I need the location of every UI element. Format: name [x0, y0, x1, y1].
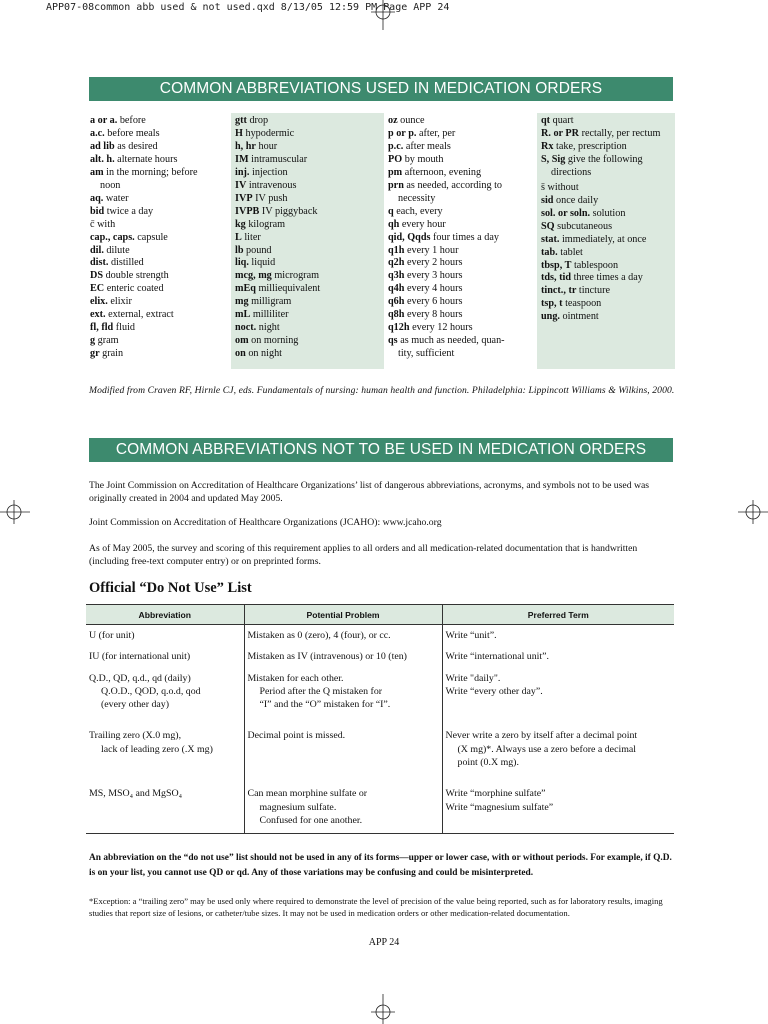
abbreviation-meaning: rectally, per rectum: [579, 127, 661, 139]
abbreviation-entry: [541, 247, 672, 260]
abbreviation-meaning: ointment: [559, 311, 599, 323]
abbreviation-meaning: drop: [246, 115, 269, 126]
cell-line: Decimal point is missed.: [247, 730, 346, 742]
abbreviation-term: mEq: [235, 283, 256, 295]
abbreviation-meaning: tincture: [576, 285, 611, 297]
survey-paragraph: As of May 2005, the survey and scoring of this requirement applies to all orders and all medication-related documentation that is handwritten (including free-text computer entry) or on preprinted forms.: [89, 543, 638, 567]
abbreviation-term: a.c.: [90, 127, 105, 139]
abbreviation-meaning: night: [256, 322, 280, 334]
abbreviation-term: q12h: [388, 322, 410, 334]
abbreviation-term: q6h: [388, 296, 405, 308]
cell-line: (X mg)*. Always use a zero before a decimal: [457, 743, 637, 755]
abbreviation-meaning: every 4 hours: [404, 283, 463, 295]
cell-abbr: [86, 725, 244, 783]
cell-line: Mistaken as 0 (zero), 4 (four), or cc.: [247, 630, 391, 641]
abbreviation-meaning: in the morning; before: [103, 166, 198, 178]
abbreviation-term: elix.: [90, 296, 108, 308]
abbreviation-entry: [541, 298, 672, 311]
abbreviation-term: mL: [235, 309, 251, 321]
abbreviation-term: gtt: [235, 115, 247, 126]
abbreviation-term: tab.: [541, 246, 558, 258]
abbreviation-entry: [388, 180, 528, 206]
do-not-use-warning: An abbreviation on the “do not use” list should not be used in any of its forms—upper or lower case, with or without periods. For example, if Q.D. is on your list, you cannot use QD or qd. Any of those variations may be confusing and could be misinterpreted.: [89, 853, 672, 878]
abbreviation-meaning: hour: [255, 140, 278, 152]
cell-problem: [244, 668, 442, 726]
abbreviation-term: pm: [388, 166, 403, 178]
cell-line: Confused for one another.: [259, 814, 363, 826]
abbreviation-entry: [541, 234, 672, 247]
abbreviation-meaning: as needed, according to: [403, 179, 503, 191]
abbreviation-meaning: liter: [241, 231, 261, 243]
cell-term: [442, 668, 674, 726]
abbreviation-entry: [90, 219, 228, 232]
abbreviation-term: Rx: [541, 140, 554, 152]
abbreviation-meaning: pound: [243, 244, 272, 256]
abbreviation-term: cap., caps.: [90, 231, 135, 243]
abbreviation-meaning: IV push: [252, 192, 288, 204]
abbreviation-meaning-continued: directions: [551, 166, 592, 178]
abbreviation-term: L: [235, 231, 242, 243]
abbreviation-entry: [541, 285, 672, 298]
abbrev-column-3: [384, 113, 531, 369]
abbreviation-meaning: milligram: [248, 296, 292, 308]
abbreviation-entry: [235, 257, 381, 270]
cell-line: Mistaken as IV (intravenous) or 10 (ten): [247, 651, 407, 663]
abbreviation-term: mg: [235, 296, 249, 308]
abbreviation-meaning: give the following: [565, 153, 643, 165]
table-row: [86, 783, 674, 833]
abbreviation-entry: [90, 154, 228, 167]
abbreviation-term: qh: [388, 218, 400, 230]
abbreviation-term: ung.: [541, 311, 560, 323]
abbreviation-term: c̄: [90, 218, 95, 230]
abbreviation-entry: [90, 193, 228, 206]
abbreviation-meaning: IV piggyback: [259, 205, 318, 217]
abbreviation-meaning: quart: [550, 115, 574, 126]
abbreviation-entry: [388, 309, 528, 322]
cell-line: Can mean morphine sulfate or: [247, 788, 368, 800]
abbreviation-entry: [388, 245, 528, 258]
abbreviation-meaning: tablet: [557, 246, 583, 258]
abbreviation-entry: [388, 128, 528, 141]
abbreviation-term: q8h: [388, 309, 405, 321]
abbreviation-meaning: tablespoon: [571, 259, 619, 271]
abbreviation-term: inj.: [235, 166, 250, 178]
cell-line: lack of leading zero (.X mg): [101, 743, 213, 755]
cell-line: Write “magnesium sulfate”: [445, 801, 554, 813]
abbreviation-meaning: intramuscular: [248, 153, 308, 165]
abbreviation-term: S, Sig: [541, 153, 566, 165]
abbreviation-entry: [388, 335, 528, 361]
abbreviation-term: dil.: [90, 244, 104, 256]
abbreviation-entry: [388, 141, 528, 154]
abbreviation-meaning: microgram: [271, 270, 320, 282]
abbreviation-term: liq.: [235, 257, 249, 269]
abbreviation-term: sol. or soln.: [541, 207, 591, 219]
cell-term: [442, 646, 674, 667]
abbreviation-entry: [235, 270, 381, 283]
cell-line: Never write a zero by itself after a decimal point: [445, 730, 638, 742]
abbreviation-entry: [235, 128, 381, 141]
abbreviation-term: H: [235, 127, 243, 139]
abbreviation-term: dist.: [90, 257, 109, 269]
abbreviation-meaning: every hour: [399, 218, 446, 230]
abbreviation-entry: [541, 195, 672, 208]
abbreviation-term: bid: [90, 205, 105, 217]
abbreviation-entry: [541, 208, 672, 221]
abbreviation-term: gr: [90, 348, 100, 360]
cell-line: Mistaken for each other.: [247, 672, 344, 684]
abbreviation-entry: [388, 232, 528, 245]
abbreviation-term: am: [90, 166, 104, 178]
abbreviation-meaning: alternate hours: [114, 153, 178, 165]
cell-problem: [244, 725, 442, 783]
abbreviation-meaning: ounce: [397, 115, 425, 126]
abbreviation-meaning: solution: [590, 207, 626, 219]
abbreviation-meaning: intravenous: [246, 179, 297, 191]
abbreviation-meaning: by mouth: [402, 153, 444, 165]
abbreviation-term: q2h: [388, 257, 405, 269]
abbreviation-term: aq.: [90, 192, 104, 204]
abbreviation-entry: [388, 257, 528, 270]
abbreviation-entry: [90, 322, 228, 335]
abbreviation-meaning: every 2 hours: [404, 257, 463, 269]
abbreviation-meaning: on morning: [248, 335, 299, 347]
abbreviation-entry: [235, 206, 381, 219]
table-row: [86, 725, 674, 783]
abbreviation-entry: [90, 348, 228, 361]
cell-line: point (0.X mg).: [457, 757, 519, 769]
abbrev-column-2: [231, 113, 384, 369]
abbreviation-term: s̄: [541, 181, 545, 193]
cell-line: Trailing zero (X.0 mg),: [89, 730, 182, 742]
abbreviation-entry: [90, 257, 228, 270]
abbreviation-meaning: teaspoon: [562, 298, 602, 310]
header-abbreviation: Abbreviation: [86, 605, 244, 625]
abbreviation-entry: [388, 270, 528, 283]
abbreviation-entry: [541, 272, 672, 285]
section-banner-not-used: COMMON ABBREVIATIONS NOT TO BE USED IN MEDICATION ORDERS: [89, 438, 673, 462]
abbreviation-entry: [235, 193, 381, 206]
abbreviation-meaning: on night: [245, 348, 282, 360]
abbreviation-term: IVPB: [235, 205, 260, 217]
table-row: [86, 646, 674, 667]
cell-line: Write “every other day”.: [445, 685, 543, 697]
abbreviation-entry: [235, 141, 381, 154]
abbreviation-term: qt: [541, 115, 551, 126]
abbreviation-term: g: [90, 335, 96, 347]
abbreviation-entry: [235, 309, 381, 322]
abbreviation-entry: [541, 154, 672, 180]
cell-line: MS, MSO₄ and MgSO₄: [89, 788, 183, 800]
abbreviation-term: EC: [90, 283, 105, 295]
abbreviation-meaning: take, prescription: [553, 140, 627, 152]
abbreviation-term: SQ: [541, 220, 555, 232]
table-row: [86, 668, 674, 726]
abbreviation-entry: [235, 348, 381, 361]
abbreviation-entry: [90, 335, 228, 348]
abbreviation-term: q: [388, 205, 394, 217]
abbreviation-term: noct.: [235, 322, 257, 334]
abbreviation-meaning: every 1 hour: [404, 244, 459, 256]
abbreviation-term: IVP: [235, 192, 253, 204]
abbreviation-meaning: twice a day: [104, 205, 154, 217]
abbreviation-meaning: double strength: [103, 270, 169, 282]
header-potential-problem: Potential Problem: [244, 605, 442, 625]
abbreviation-entry: [235, 245, 381, 258]
abbreviation-term: mcg, mg: [235, 270, 272, 282]
abbreviation-entry: [541, 221, 672, 234]
section-banner-used: COMMON ABBREVIATIONS USED IN MEDICATION ORDERS: [89, 77, 673, 101]
abbreviation-term: tds, tid: [541, 272, 572, 284]
abbreviation-term: R. or PR: [541, 127, 580, 139]
cell-abbr: [86, 646, 244, 667]
cell-line: Q.O.D., QOD, q.o.d, qod: [101, 685, 201, 697]
cell-abbr: [86, 668, 244, 726]
table-header-row: [86, 605, 674, 625]
abbreviation-entry: [90, 206, 228, 219]
cell-line: Write “international unit”.: [445, 651, 550, 663]
abbreviation-term: om: [235, 335, 249, 347]
jcaho-reference: Joint Commission on Accreditation of Healthcare Organizations (JCAHO): www.jcaho.org: [89, 517, 442, 528]
abbreviation-term: qs: [388, 335, 398, 347]
abbreviation-meaning: gram: [95, 335, 119, 347]
registration-mark-right: [738, 500, 768, 524]
abbreviation-entry: [90, 128, 228, 141]
abbreviation-meaning: liquid: [248, 257, 276, 269]
abbreviation-meaning: three times a day: [571, 272, 643, 284]
abbreviation-entry: [388, 154, 528, 167]
cell-line: Q.D., QD, q.d., qd (daily): [89, 672, 191, 684]
abbreviation-meaning: before meals: [104, 127, 160, 139]
abbreviation-entry: [541, 128, 672, 141]
abbreviation-entry: [90, 245, 228, 258]
citation: Modified from Craven RF, Hirnle CJ, eds. Fundamentals of nursing: human health and function. Philadelphia: Lippincott Williams & Wilkins, 2000.: [89, 385, 675, 396]
abbreviation-entry: [235, 167, 381, 180]
abbreviation-entry: [388, 322, 528, 335]
abbreviation-entry: [90, 283, 228, 296]
cell-term: [442, 783, 674, 833]
cell-line: Write "daily".: [445, 672, 501, 684]
abbreviation-entry: [235, 154, 381, 167]
abbreviation-meaning: after meals: [403, 140, 451, 152]
abbreviation-meaning: afternoon, evening: [402, 166, 482, 178]
abbreviation-term: prn: [388, 179, 404, 191]
abbreviation-meaning: enteric coated: [104, 283, 164, 295]
abbreviation-term: a or a.: [90, 115, 118, 126]
abbreviation-entry: [90, 115, 228, 128]
abbreviation-meaning: injection: [249, 166, 288, 178]
abbreviation-entry: [90, 232, 228, 245]
abbreviation-entry: [235, 180, 381, 193]
abbreviation-meaning: four times a day: [430, 231, 499, 243]
abbreviation-meaning-continued: tity, sufficient: [398, 348, 455, 360]
abbreviation-meaning: dilute: [103, 244, 130, 256]
abbreviation-meaning: before: [117, 115, 146, 126]
abbreviation-meaning: once daily: [553, 194, 599, 206]
abbreviation-entry: [90, 141, 228, 154]
abbreviation-meaning: capsule: [134, 231, 168, 243]
abbreviation-entry: [541, 141, 672, 154]
abbreviation-entry: [388, 283, 528, 296]
abbreviation-meaning: hypodermic: [242, 127, 295, 139]
abbreviation-term: p or p.: [388, 127, 417, 139]
cell-line: Write “morphine sulfate”: [445, 788, 546, 800]
abbreviation-meaning-continued: necessity: [398, 192, 436, 204]
abbreviation-meaning: fluid: [113, 322, 136, 334]
abbrev-column-4: [537, 113, 675, 369]
abbreviation-entry: [90, 296, 228, 309]
intro-paragraph: The Joint Commission on Accreditation of Healthcare Organizations’ list of dangerous abbreviations, acronyms, and symbols not to be used was originally created in 2004 and updated May 2005.: [89, 480, 650, 504]
abbreviation-term: oz: [388, 115, 398, 126]
abbreviation-term: qid, Qqds: [388, 231, 431, 243]
abbreviation-entry: [235, 335, 381, 348]
abbreviation-meaning: immediately, at once: [559, 233, 647, 245]
abbreviation-entry: [541, 260, 672, 273]
abbreviation-entry: [388, 206, 528, 219]
abbrev-column-1: [86, 113, 231, 369]
abbreviation-meaning: each, every: [393, 205, 443, 217]
cell-problem: [244, 646, 442, 667]
abbreviation-term: alt. h.: [90, 153, 115, 165]
cell-line: U (for unit): [89, 630, 135, 641]
abbreviation-term: stat.: [541, 233, 560, 245]
abbreviation-entry: [235, 219, 381, 232]
abbreviation-entry: [388, 115, 528, 128]
abbreviation-entry: [90, 167, 228, 193]
abbreviation-meaning: every 12 hours: [409, 322, 473, 334]
abbreviation-meaning: kilogram: [245, 218, 286, 230]
abbreviation-term: q4h: [388, 283, 405, 295]
abbreviation-entry: [235, 296, 381, 309]
printer-slug: APP07-08common abb used & not used.qxd 8/13/05 12:59 PM Page APP 24: [46, 2, 450, 13]
abbreviation-meaning: milliequivalent: [255, 283, 321, 295]
abbreviation-term: p.c.: [388, 140, 404, 152]
trailing-zero-footnote: *Exception: a “trailing zero” may be used only where required to demonstrate the level of precision of the value being reported, such as for laboratory results, imaging studies that report size of lesions, or catheter/tube sizes. It may not be used in medication orders or other medication-related documentation.: [89, 896, 663, 918]
abbreviation-term: q1h: [388, 244, 405, 256]
do-not-use-table: [86, 604, 674, 834]
abbreviation-term: q3h: [388, 270, 405, 282]
abbreviation-term: ad lib: [90, 140, 115, 152]
abbreviation-meaning: every 6 hours: [404, 296, 463, 308]
abbreviation-entry: [541, 115, 672, 128]
page-number: APP 24: [368, 937, 400, 948]
abbreviation-term: h, hr: [235, 140, 256, 152]
abbreviation-meaning: external, extract: [105, 309, 174, 321]
abbreviation-entry: [235, 283, 381, 296]
abbreviation-term: fl, fld: [90, 322, 114, 334]
cell-term: [442, 625, 674, 647]
header-preferred-term: Preferred Term: [442, 605, 674, 625]
abbreviation-term: sid: [541, 194, 554, 206]
list-title: Official “Do Not Use” List: [89, 580, 252, 596]
abbreviation-meaning: without: [544, 181, 579, 193]
cell-line: Write “unit”.: [445, 630, 497, 641]
table-row: [86, 625, 674, 647]
abbreviation-meaning: subcutaneous: [554, 220, 613, 232]
abbreviation-meaning-continued: noon: [100, 179, 121, 191]
abbreviation-term: kg: [235, 218, 246, 230]
abbreviation-entry: [541, 180, 672, 195]
abbreviation-entry: [235, 115, 381, 128]
abbreviation-columns: [86, 113, 675, 369]
abbreviation-term: DS: [90, 270, 104, 282]
cell-line: (every other day): [101, 699, 169, 711]
abbreviation-term: IM: [235, 153, 249, 165]
abbreviation-entry: [541, 311, 672, 324]
abbreviation-term: tinct., tr: [541, 285, 577, 297]
abbreviation-meaning: every 3 hours: [404, 270, 463, 282]
abbreviation-meaning: water: [103, 192, 129, 204]
cell-line: Period after the Q mistaken for: [259, 685, 383, 697]
abbreviation-entry: [235, 232, 381, 245]
cell-abbr: [86, 625, 244, 647]
cell-line: magnesium sulfate.: [259, 801, 337, 813]
registration-mark-left: [0, 500, 30, 524]
abbreviation-meaning: after, per: [416, 127, 456, 139]
abbreviation-meaning: as much as needed, quan-: [397, 335, 505, 347]
cell-line: “I” and the “O” mistaken for “I”.: [259, 699, 391, 711]
abbreviation-entry: [90, 270, 228, 283]
abbreviation-term: tbsp, T: [541, 259, 572, 271]
abbreviation-term: PO: [388, 153, 403, 165]
cell-problem: [244, 625, 442, 647]
abbreviation-meaning: as desired: [114, 140, 158, 152]
abbreviation-meaning: every 8 hours: [404, 309, 463, 321]
abbreviation-meaning: distilled: [108, 257, 144, 269]
abbreviation-entry: [90, 309, 228, 322]
abbreviation-term: on: [235, 348, 246, 360]
cell-abbr: [86, 783, 244, 833]
abbreviation-entry: [388, 296, 528, 309]
abbreviation-term: tsp, t: [541, 298, 563, 310]
registration-mark-top: [371, 0, 395, 30]
abbreviation-meaning: grain: [99, 348, 124, 360]
abbreviation-entry: [388, 167, 528, 180]
cell-line: IU (for international unit): [89, 651, 191, 663]
abbreviation-term: ext.: [90, 309, 106, 321]
abbreviation-meaning: with: [94, 218, 116, 230]
abbreviation-meaning: milliliter: [250, 309, 289, 321]
abbreviation-term: IV: [235, 179, 247, 191]
cell-problem: [244, 783, 442, 833]
abbreviation-meaning: elixir: [107, 296, 132, 308]
registration-mark-bottom: [371, 994, 395, 1024]
abbreviation-entry: [388, 219, 528, 232]
abbreviation-entry: [235, 322, 381, 335]
abbreviation-term: lb: [235, 244, 244, 256]
cell-term: [442, 725, 674, 783]
